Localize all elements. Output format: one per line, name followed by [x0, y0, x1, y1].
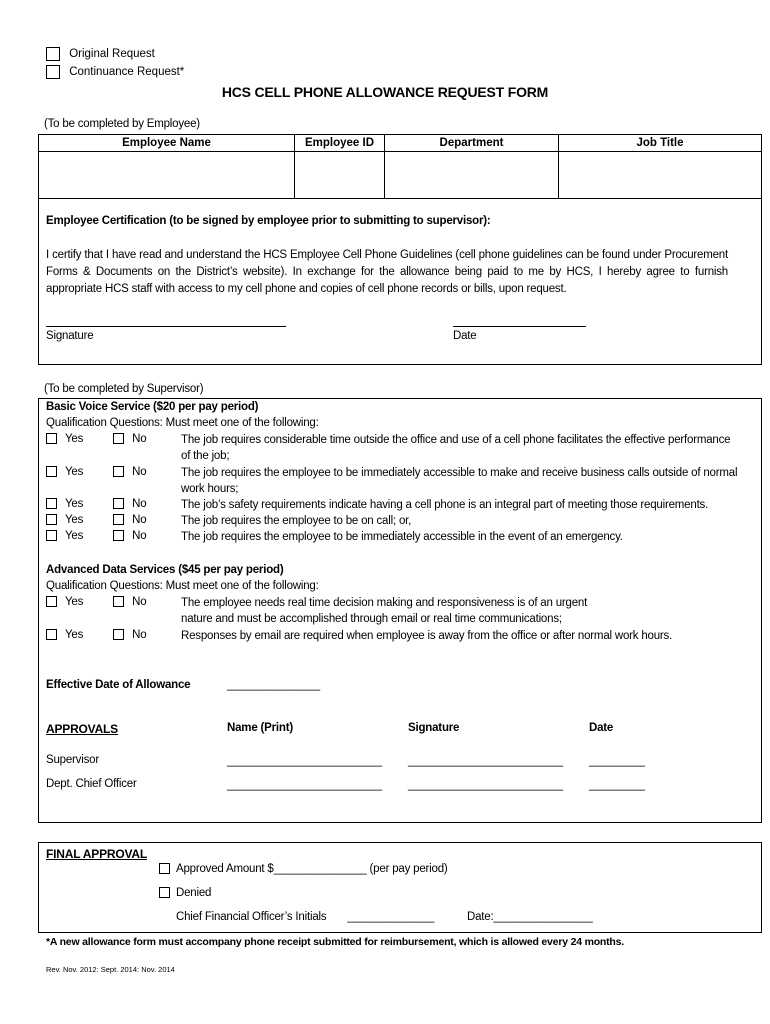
original-request-checkbox[interactable] [46, 47, 60, 61]
certification-heading: Employee Certification (to be signed by employee prior to submitting to supervisor): [46, 215, 491, 227]
basic-q2-text: The job requires the employee to be immediately accessible to make and receive business calls outside of normal work hours; [181, 467, 738, 495]
basic-q2-no-checkbox[interactable] [113, 466, 124, 477]
chief-officer-signature-field[interactable]: _________________________ [408, 779, 563, 791]
advanced-q2-text: Responses by email are required when employee is away from the office or after normal work hours. [181, 630, 673, 642]
employee-date-line[interactable] [453, 326, 586, 327]
basic-q4-options: Yes No [46, 514, 146, 526]
advanced-q1-text: The employee needs real time decision making and responsiveness is of an urgent nature and must be accomplished through email or real time communications; [181, 597, 588, 625]
basic-q3-no-checkbox[interactable] [113, 498, 124, 509]
form-title: HCS CELL PHONE ALLOWANCE REQUEST FORM [221, 84, 549, 100]
continuance-request-checkbox[interactable] [46, 65, 60, 79]
basic-q1-options: Yes No [46, 433, 146, 445]
advanced-q2-yes-checkbox[interactable] [46, 629, 57, 640]
supervisor-signature-field[interactable]: _________________________ [408, 755, 563, 767]
basic-q5-no-checkbox[interactable] [113, 530, 124, 541]
basic-q4-yes-checkbox[interactable] [46, 514, 57, 525]
basic-q4-no-checkbox[interactable] [113, 514, 124, 525]
approvals-col-name: Name (Print) [227, 722, 293, 734]
footnote: *A new allowance form must accompany phone receipt submitted for reimbursement, which is allowed every 24 months. [46, 936, 624, 948]
department-field[interactable] [385, 152, 559, 199]
date-label: Date [453, 330, 477, 342]
approvals-col-date: Date [589, 722, 614, 734]
denied-label: Denied [176, 887, 212, 899]
denied-checkbox[interactable] [159, 887, 170, 898]
continuance-request-label: Continuance Request* [69, 66, 185, 79]
col-job-title: Job Title [559, 135, 762, 152]
approvals-heading: APPROVALS [46, 722, 118, 736]
approved-option[interactable] [159, 863, 448, 875]
basic-q5-yes-checkbox[interactable] [46, 530, 57, 541]
approver-supervisor-label: Supervisor [46, 754, 99, 766]
basic-voice-heading: Basic Voice Service ($20 per pay period) [46, 401, 259, 413]
approved-checkbox[interactable] [159, 863, 170, 874]
advanced-q2-options: Yes No [46, 629, 146, 641]
job-title-field[interactable] [559, 152, 762, 199]
col-employee-id: Employee ID [295, 135, 385, 152]
advanced-qualification-label: Qualification Questions: Must meet one of the following: [46, 580, 319, 592]
supervisor-name-field[interactable]: _________________________ [227, 755, 382, 767]
cfo-date-field[interactable]: Date:________________ [467, 911, 593, 923]
basic-q3-yes-checkbox[interactable] [46, 498, 57, 509]
employee-id-field[interactable] [295, 152, 385, 199]
supervisor-note: (To be completed by Supervisor) [44, 383, 204, 395]
final-approval-heading: FINAL APPROVAL [46, 847, 147, 861]
basic-q1-text: The job requires considerable time outside the office and use of a cell phone facilitates the effective performance of the job; [181, 434, 731, 462]
col-employee-name: Employee Name [39, 135, 295, 152]
col-department: Department [385, 135, 559, 152]
basic-q5-options: Yes No [46, 530, 146, 542]
advanced-q1-no-checkbox[interactable] [113, 596, 124, 607]
denied-option[interactable] [159, 887, 211, 899]
advanced-q1-yes-checkbox[interactable] [46, 596, 57, 607]
advanced-q1-options: Yes No [46, 596, 146, 608]
basic-q2-yes-checkbox[interactable] [46, 466, 57, 477]
effective-date-label: Effective Date of Allowance [46, 679, 191, 691]
approver-chief-officer-label: Dept. Chief Officer [46, 778, 137, 790]
basic-q1-no-checkbox[interactable] [113, 433, 124, 444]
employee-note: (To be completed by Employee) [44, 118, 200, 130]
employee-name-field[interactable] [39, 152, 295, 199]
employee-signature-line[interactable] [46, 326, 286, 327]
cfo-initials-field[interactable]: Chief Financial Officer’s Initials ______________ [176, 911, 435, 923]
advanced-q2-no-checkbox[interactable] [113, 629, 124, 640]
basic-q1-yes-checkbox[interactable] [46, 433, 57, 444]
approvals-col-signature: Signature [408, 722, 460, 734]
chief-officer-date-field[interactable]: _________ [589, 779, 645, 791]
original-request-option[interactable] [46, 47, 155, 61]
supervisor-date-field[interactable]: _________ [589, 755, 645, 767]
basic-q4-text: The job requires the employee to be on call; or, [181, 515, 412, 527]
signature-label: Signature [46, 330, 94, 342]
revision-note: Rev. Nov. 2012: Sept. 2014: Nov. 2014 [46, 965, 175, 974]
basic-q3-options: Yes No [46, 498, 146, 510]
chief-officer-name-field[interactable]: _________________________ [227, 779, 382, 791]
continuance-request-option[interactable] [46, 65, 184, 79]
basic-q5-text: The job requires the employee to be immediately accessible in the event of an emergency. [181, 531, 623, 543]
employee-info-table [38, 134, 762, 199]
basic-q3-text: The job’s safety requirements indicate having a cell phone is an integral part of meeting those requirements. [181, 499, 709, 511]
effective-date-field[interactable]: _______________ [227, 679, 320, 691]
original-request-label: Original Request [69, 48, 155, 61]
approved-label: Approved Amount $_______________ (per pay period) [176, 863, 448, 875]
certification-text: I certify that I have read and understand the HCS Employee Cell Phone Guidelines (cell phone guidelines can be found under Procurement Forms & Documents on the District’s website). In exchange for the allowance being paid to me by HCS, I hereby agree to furnish appropriate HCS staff with access to my cell phone and copies of cell phone records or bills, upon request. [46, 249, 728, 295]
basic-q2-options: Yes No [46, 466, 146, 478]
advanced-data-heading: Advanced Data Services ($45 per pay period) [46, 564, 284, 576]
basic-qualification-label: Qualification Questions: Must meet one of the following: [46, 417, 319, 429]
